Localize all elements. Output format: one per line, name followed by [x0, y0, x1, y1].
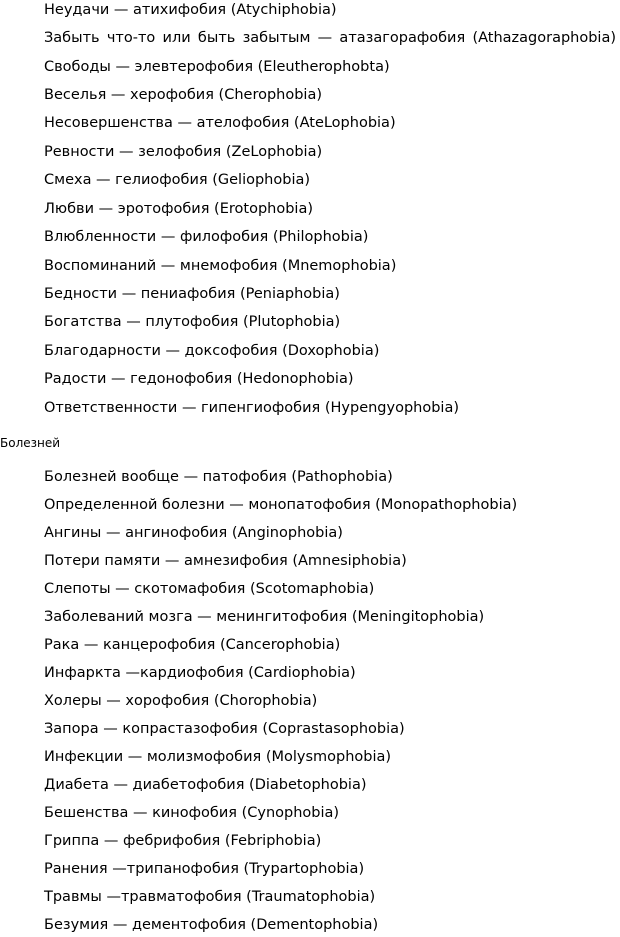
section-heading: Болезней — [0, 436, 61, 450]
list-item: Безумия — дементофобия (Dementophobia) — [44, 917, 379, 933]
list-item: Ангины — ангинофобия (Anginophobia) — [44, 525, 343, 541]
list-item: Ответственности — гипенгиофобия (Hypengyophobia) — [44, 400, 460, 416]
list-item: Богатства — плутофобия (Plutophobia) — [44, 314, 341, 330]
list-item: Радости — гедонофобия (Hedonophobia) — [44, 371, 354, 387]
list-item: Веселья — херофобия (Cherophobia) — [44, 87, 323, 103]
list-item: Холеры — хорофобия (Chorophobia) — [44, 693, 318, 709]
list-item: Любви — эротофобия (Erotophobia) — [44, 201, 313, 217]
list-item: Забыть что-то или быть забытым — атазагорафобия (Athazagoraphobia) — [44, 30, 616, 46]
list-item: Инфаркта —кардиофобия (Cardiophobia) — [44, 665, 356, 681]
list-item: Бедности — пениафобия (Peniaphobia) — [44, 286, 340, 302]
list-item: Инфекции — молизмофобия (Molysmophobia) — [44, 749, 392, 765]
list-item: Заболеваний мозга — менингитофобия (Meningitophobia) — [44, 609, 485, 625]
list-item: Бешенства — кинофобия (Cynophobia) — [44, 805, 340, 821]
list-item: Воспоминаний — мнемофобия (Mnemophobia) — [44, 258, 397, 274]
list-item: Определенной болезни — монопатофобия (Monopathophobia) — [44, 497, 518, 513]
list-item: Ревности — зелофобия (ZeLophobia) — [44, 144, 323, 160]
list-item: Благодарности — доксофобия (Doxophobia) — [44, 343, 380, 359]
list-item: Потери памяти — амнезифобия (Amnesiphobia) — [44, 553, 407, 569]
list-item: Неудачи — атихифобия (Atychiphobia) — [44, 2, 337, 18]
list-item: Диабета — диабетофобия (Diabetophobia) — [44, 777, 367, 793]
list-item: Травмы —травматофобия (Traumatophobia) — [44, 889, 376, 905]
list-item: Ранения —трипанофобия (Trypartophobia) — [44, 861, 365, 877]
list-item: Запора — копрастазофобия (Coprastasophobia) — [44, 721, 405, 737]
list-item: Смеха — гелиофобия (Geliophobia) — [44, 172, 311, 188]
list-item: Слепоты — скотомафобия (Scotomaphobia) — [44, 581, 375, 597]
list-item: Болезней вообще — патофобия (Pathophobia) — [44, 469, 393, 485]
list-item: Гриппа — фебрифобия (Febriphobia) — [44, 833, 322, 849]
list-item: Рака — канцерофобия (Cancerophobia) — [44, 637, 341, 653]
list-item: Несовершенства — ателофобия (AteLophobia) — [44, 115, 396, 131]
list-item: Свободы — элевтерофобия (Eleutherophobta) — [44, 59, 390, 75]
list-item: Влюбленности — филофобия (Philophobia) — [44, 229, 369, 245]
